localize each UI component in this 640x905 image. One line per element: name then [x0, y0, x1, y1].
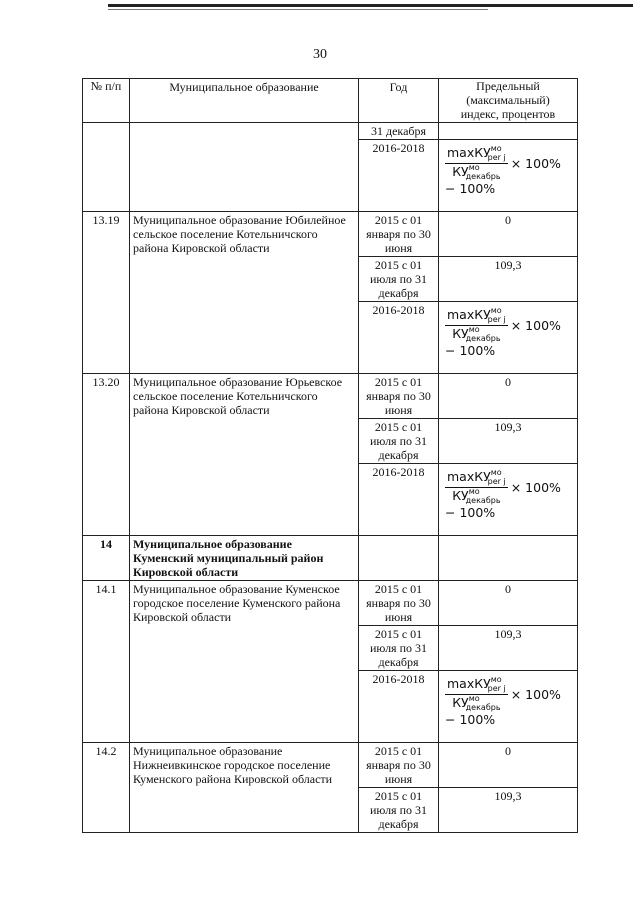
index-formula — [445, 308, 575, 358]
municipality-name: Муниципальное образование Юрьевское сельское поселение Котельничского района Кировской области — [130, 374, 359, 536]
year-cell: 2015 с 01 июля по 31 декабря — [359, 626, 439, 671]
formula-numerator-sub: per j — [487, 315, 506, 324]
year-cell: 2015 с 01 июля по 31 декабря — [359, 257, 439, 302]
value-cell: 109,3 — [439, 419, 578, 464]
formula-fraction — [445, 470, 508, 505]
year-cell: 2016-2018 — [359, 464, 439, 536]
header-year: Год — [359, 79, 439, 123]
cont-name-cell — [130, 123, 359, 212]
formula-cell — [439, 302, 578, 374]
year-cell: 2016-2018 — [359, 140, 439, 212]
formula-numerator — [445, 308, 508, 326]
municipality-name: Муниципальное образование Нижнеивкинское городское поселение Куменского района Кировской области — [130, 743, 359, 833]
formula-numerator-sub: per j — [487, 684, 506, 693]
year-cell: 2015 с 01 января по 30 июня — [359, 581, 439, 626]
row-number: 14.1 — [83, 581, 130, 743]
top-rule — [108, 4, 633, 7]
formula-fraction — [445, 308, 508, 343]
value-cell — [439, 536, 578, 581]
formula-line — [445, 470, 575, 505]
year-cell: 2016-2018 — [359, 671, 439, 743]
value-cell: 109,3 — [439, 257, 578, 302]
top-rule-thin — [108, 9, 488, 10]
formula-numerator-sub: per j — [487, 477, 506, 486]
value-cell: 109,3 — [439, 788, 578, 833]
formula-cell — [439, 671, 578, 743]
header-num: № п/п — [83, 79, 130, 123]
value-cell: 0 — [439, 212, 578, 257]
formula-denominator-sub: декабрь — [465, 334, 501, 343]
formula-numerator-text: maxКУ — [447, 145, 491, 160]
formula-minus: − 100% — [445, 505, 496, 520]
formula-denominator-sub: декабрь — [465, 496, 501, 505]
formula-numerator-sup: мо — [490, 675, 502, 684]
value-cell: 0 — [439, 374, 578, 419]
formula-numerator-sub: per j — [487, 153, 506, 162]
municipality-name: Муниципальное образование Куменское городское поселение Куменского района Кировской области — [130, 581, 359, 743]
year-cell: 2015 с 01 января по 30 июня — [359, 212, 439, 257]
formula-denominator-sup: мо — [468, 163, 480, 172]
cont-num-cell — [83, 123, 130, 212]
formula-minus: − 100% — [445, 181, 496, 196]
formula-fraction — [445, 677, 508, 712]
page-number: 30 — [313, 47, 327, 62]
formula-denominator — [450, 488, 502, 505]
year-cell: 2015 с 01 января по 30 июня — [359, 743, 439, 788]
year-cell: 31 декабря — [359, 123, 439, 140]
formula-fraction — [445, 146, 508, 181]
row-number: 14 — [83, 536, 130, 581]
formula-line — [445, 677, 575, 712]
formula-denominator-sup: мо — [468, 487, 480, 496]
formula-numerator-text: maxКУ — [447, 469, 491, 484]
formula-times: × 100% — [510, 686, 561, 702]
header-municipality: Муниципальное образование — [130, 79, 359, 123]
value-cell: 0 — [439, 581, 578, 626]
formula-times: × 100% — [510, 317, 561, 333]
formula-times: × 100% — [510, 479, 561, 495]
formula-cell — [439, 464, 578, 536]
year-cell: 2015 с 01 июля по 31 декабря — [359, 419, 439, 464]
formula-numerator — [445, 146, 508, 164]
formula-numerator-sup: мо — [490, 468, 502, 477]
formula-denominator-sub: декабрь — [465, 703, 501, 712]
row-number: 13.20 — [83, 374, 130, 536]
formula-minus: − 100% — [445, 343, 496, 358]
formula-cell — [439, 140, 578, 212]
formula-denominator — [450, 164, 502, 181]
formula-denominator-text: КУ — [452, 488, 469, 503]
formula-times: × 100% — [510, 155, 561, 171]
formula-denominator-text: КУ — [452, 326, 469, 341]
formula-denominator-sup: мо — [468, 325, 480, 334]
header-index: Предельный (максимальный) индекс, процентов — [439, 79, 578, 123]
formula-numerator-sup: мо — [490, 306, 502, 315]
year-cell: 2015 с 01 июля по 31 декабря — [359, 788, 439, 833]
formula-numerator-text: maxКУ — [447, 307, 491, 322]
index-formula — [445, 470, 575, 520]
formula-denominator-sup: мо — [468, 694, 480, 703]
year-cell — [359, 536, 439, 581]
formula-denominator-text: КУ — [452, 695, 469, 710]
row-number: 13.19 — [83, 212, 130, 374]
formula-numerator — [445, 470, 508, 488]
municipality-name: Муниципальное образование Куменский муниципальный район Кировской области — [130, 536, 359, 581]
index-formula — [445, 146, 575, 196]
value-cell: 0 — [439, 743, 578, 788]
year-cell: 2015 с 01 января по 30 июня — [359, 374, 439, 419]
formula-numerator-sup: мо — [490, 144, 502, 153]
formula-numerator — [445, 677, 508, 695]
formula-minus: − 100% — [445, 712, 496, 727]
formula-line — [445, 308, 575, 343]
row-number: 14.2 — [83, 743, 130, 833]
formula-denominator-sub: декабрь — [465, 172, 501, 181]
municipality-name: Муниципальное образование Юбилейное сельское поселение Котельничского района Кировской области — [130, 212, 359, 374]
value-cell — [439, 123, 578, 140]
formula-denominator-text: КУ — [452, 164, 469, 179]
formula-numerator-text: maxКУ — [447, 676, 491, 691]
formula-denominator — [450, 695, 502, 712]
year-cell: 2016-2018 — [359, 302, 439, 374]
tariff-index-table — [82, 78, 578, 833]
formula-denominator — [450, 326, 502, 343]
value-cell: 109,3 — [439, 626, 578, 671]
index-formula — [445, 677, 575, 727]
formula-line — [445, 146, 575, 181]
